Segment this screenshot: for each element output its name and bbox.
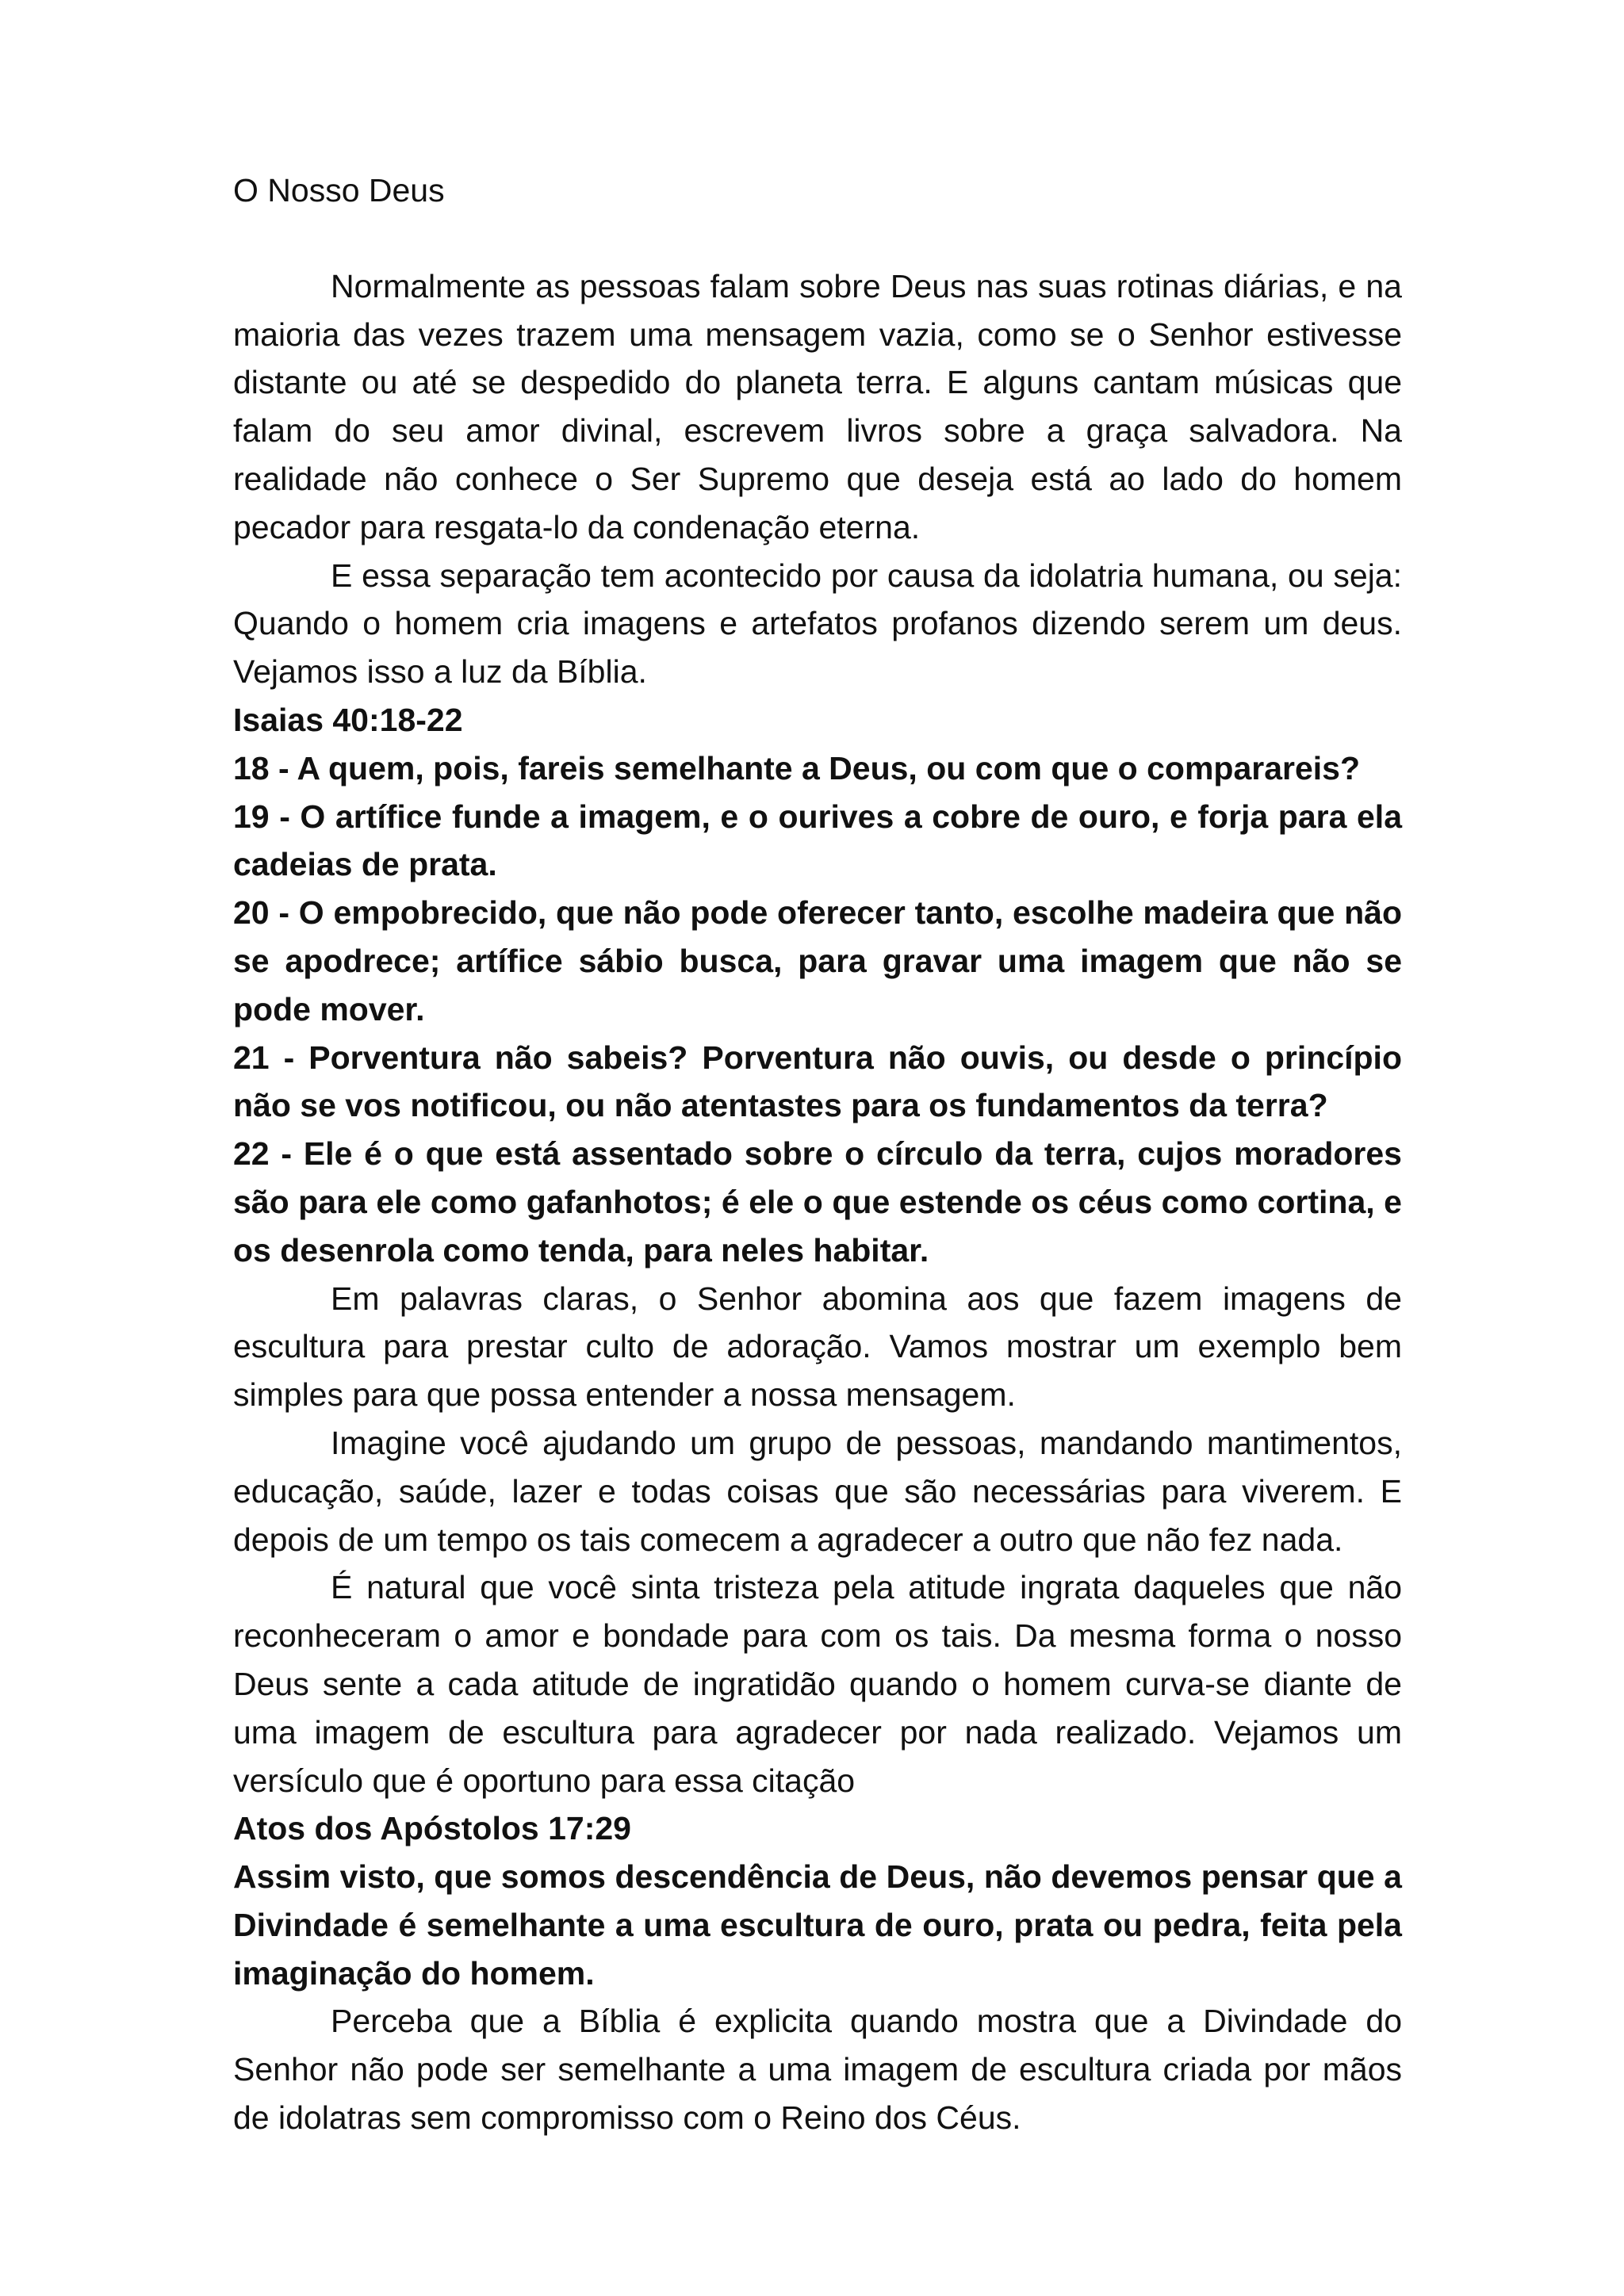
verse-atos-17-29: Assim visto, que somos descendência de Deus, não devemos pensar que a Divindade é semelhante a uma escultura de ouro, prata ou pedra, feita pela imaginação do homem. <box>233 1858 1402 1992</box>
verse-19: 19 - O artífice funde a imagem, e o ourives a cobre de ouro, e forja para ela cadeias de prata. <box>233 798 1402 883</box>
paragraph-intro: Normalmente as pessoas falam sobre Deus nas suas rotinas diárias, e na maioria das vezes trazem uma mensagem vazia, como se o Senhor estivesse distante ou até se despedido do planeta terra. E alguns cantam músicas que falam do seu amor divinal, escrevem livros sobre a graça salvadora. Na realidade não conhece o Ser Supremo que deseja está ao lado do homem pecador para resgata-lo da condenação eterna. <box>233 267 1402 545</box>
paragraph-imagine: Imagine você ajudando um grupo de pessoas, mandando mantimentos, educação, saúde, lazer e todas coisas que são necessárias para viverem. E depois de um tempo os tais comecem a agradecer a outro que não fez nada. <box>233 1424 1402 1558</box>
paragraph-natural: É natural que você sinta tristeza pela atitude ingrata daqueles que não reconheceram o amor e bondade para com os tais. Da mesma forma o nosso Deus sente a cada atitude de ingratidão quando o homem curva-se diante de uma imagem de escultura para agradecer por nada realizado. Vejamos um versículo que é oportuno para essa citação <box>233 1569 1402 1799</box>
verse-18: 18 - A quem, pois, fareis semelhante a Deus, ou com que o comparareis? <box>233 749 1361 786</box>
verse-21: 21 - Porventura não sabeis? Porventura não ouvis, ou desde o princípio não se vos notificou, ou não atentastes para os fundamentos da terra? <box>233 1039 1402 1124</box>
paragraph-separation: E essa separação tem acontecido por causa da idolatria humana, ou seja: Quando o homem cria imagens e artefatos profanos dizendo serem um deus. Vejamos isso a luz da Bíblia. <box>233 557 1402 691</box>
paragraph-clear-words: Em palavras claras, o Senhor abomina aos que fazem imagens de escultura para prestar culto de adoração. Vamos mostrar um exemplo bem simples para que possa entender a nossa mensagem. <box>233 1280 1402 1414</box>
document-title: O Nosso Deus <box>233 172 445 209</box>
verse-20: 20 - O empobrecido, que não pode oferecer tanto, escolhe madeira que não se apodrece; artífice sábio busca, para gravar uma imagem que não se pode mover. <box>233 894 1402 1027</box>
document-page <box>233 166 1402 2142</box>
scripture-reference-isaias: Isaias 40:18-22 <box>233 701 463 738</box>
paragraph-conclusion: Perceba que a Bíblia é explicita quando mostra que a Divindade do Senhor não pode ser semelhante a uma imagem de escultura criada por mãos de idolatras sem compromisso com o Reino dos Céus. <box>233 2003 1402 2137</box>
scripture-reference-atos: Atos dos Apóstolos 17:29 <box>233 1810 631 1847</box>
verse-22: 22 - Ele é o que está assentado sobre o círculo da terra, cujos moradores são para ele como gafanhotos; é ele o que estende os céus como cortina, e os desenrola como tenda, para neles habitar. <box>233 1135 1402 1269</box>
